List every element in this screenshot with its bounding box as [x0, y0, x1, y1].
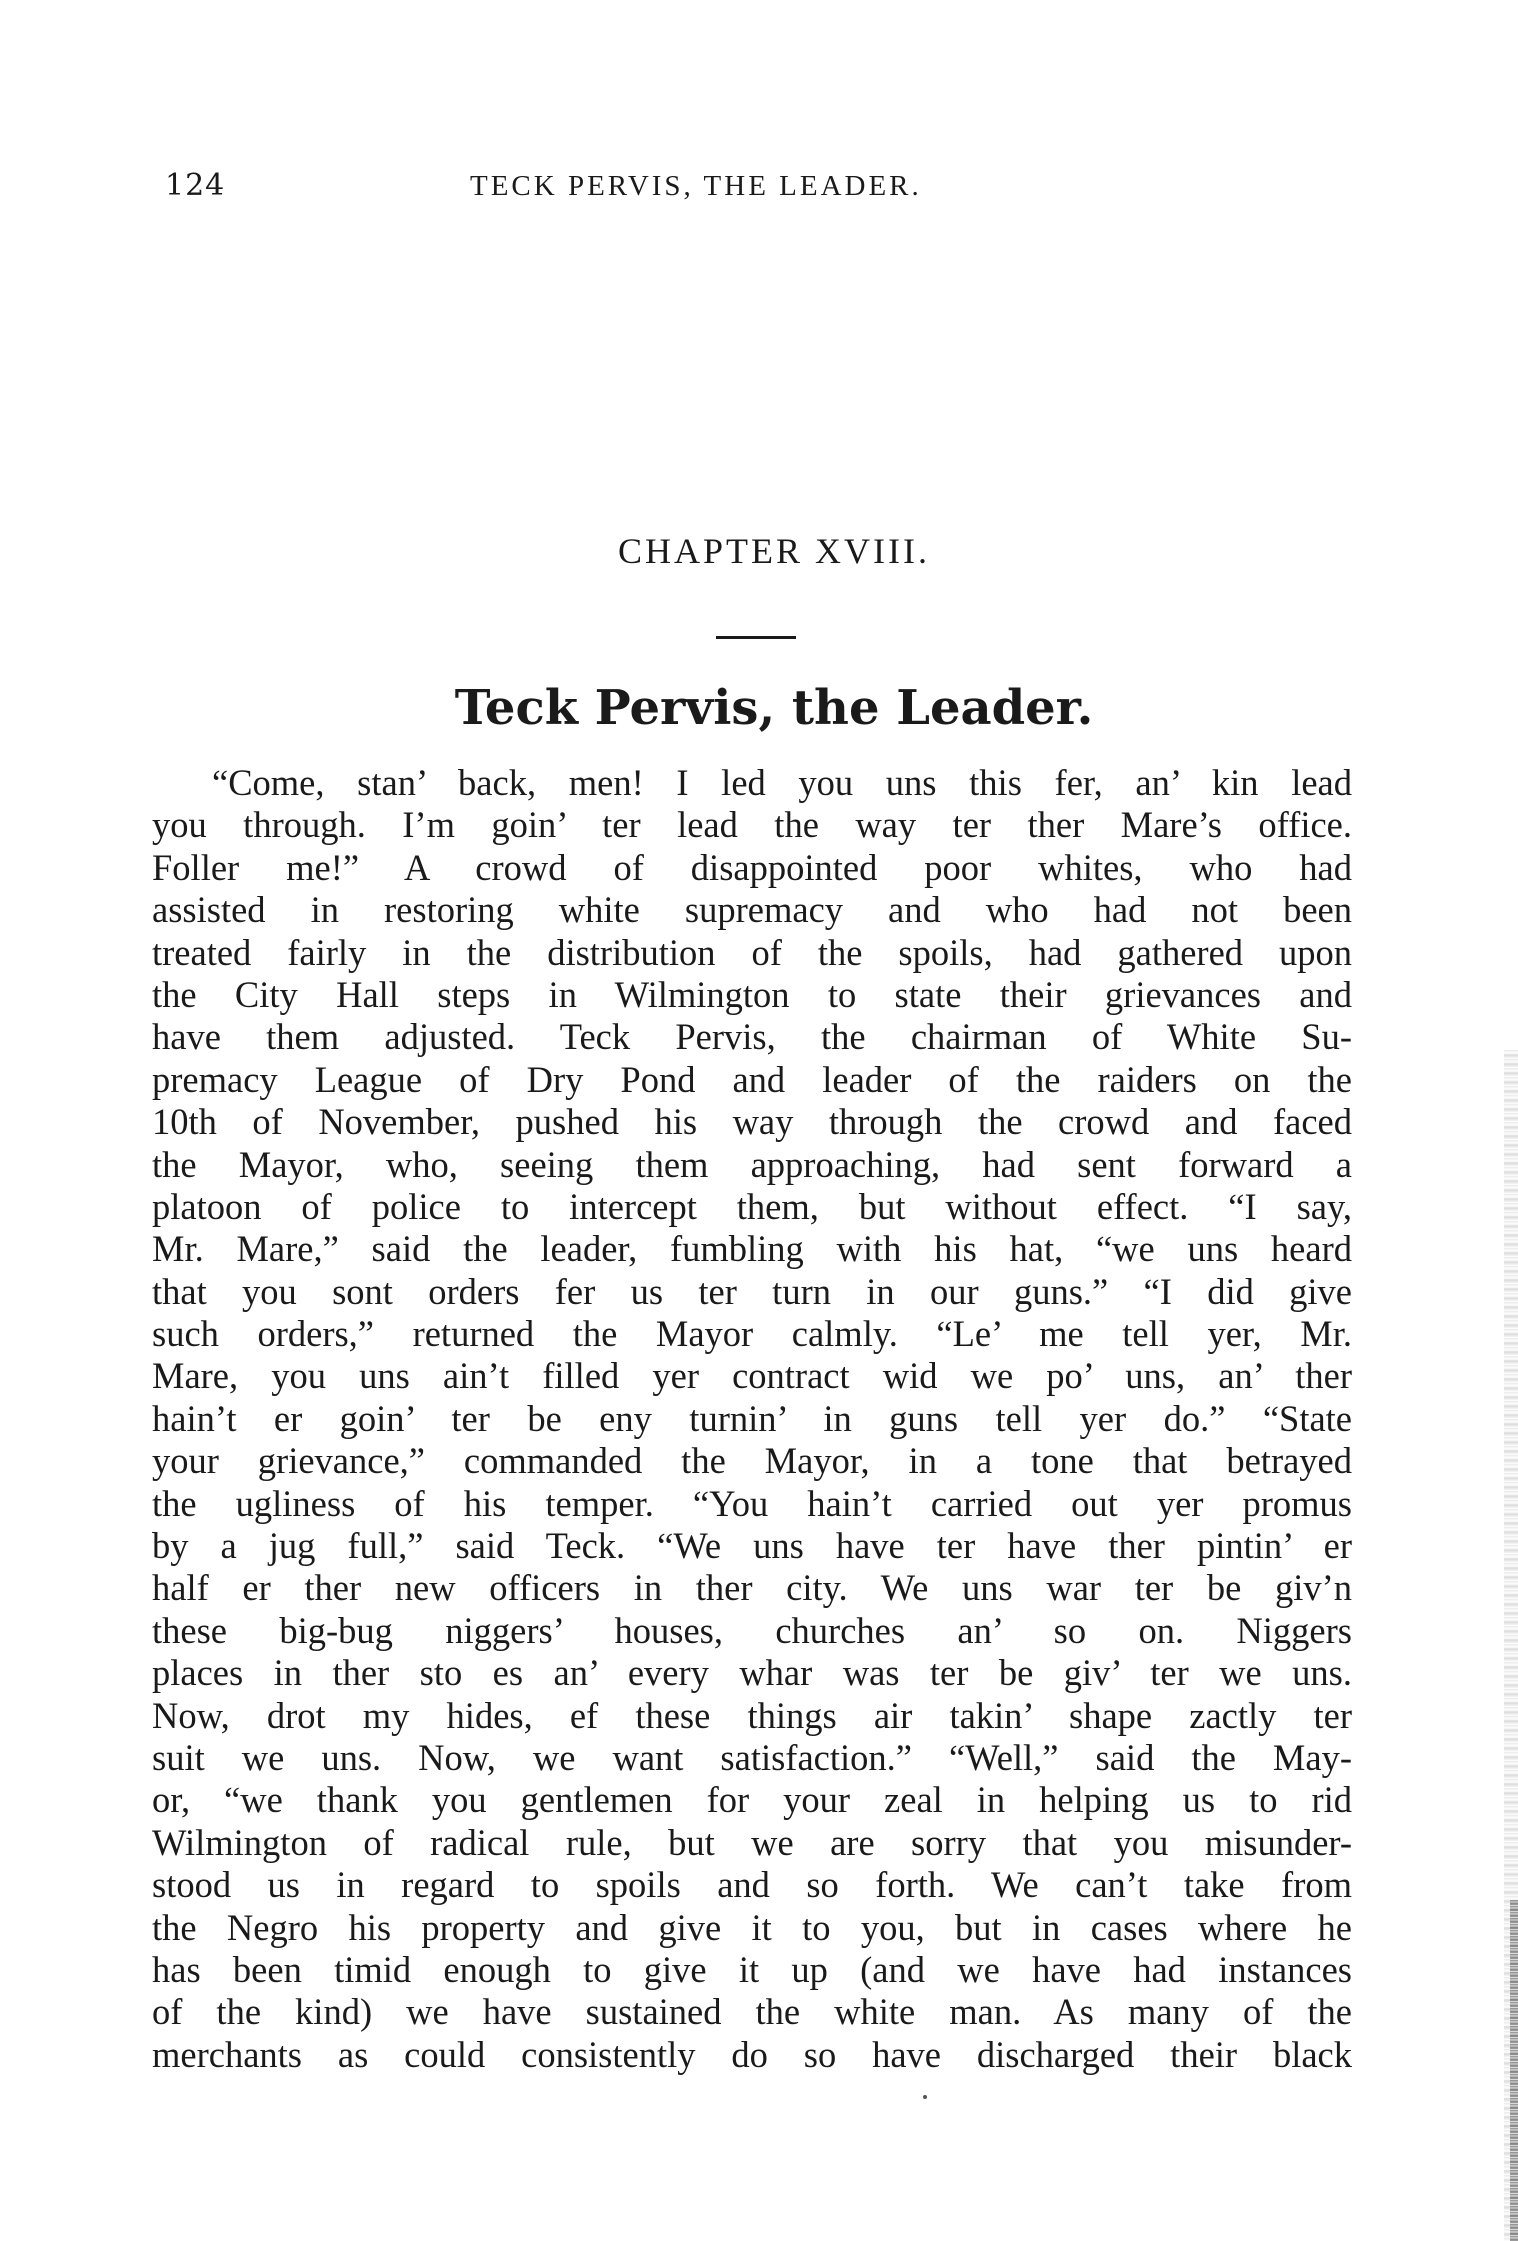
body-line: or, “we thank you gentlemen for your zeal in helping us to rid — [152, 1779, 1352, 1821]
page-edge-scan-artifact-dark — [1510, 1900, 1518, 2241]
body-line: has been timid enough to give it up (and we have had instances — [152, 1948, 1352, 1990]
body-line: you through. I’m goin’ ter lead the way ter ther Mare’s office. — [152, 804, 1352, 846]
body-line: Now, drot my hides, ef these things air takin’ shape zactly ter — [152, 1694, 1352, 1736]
body-line: stood us in regard to spoils and so forth. We can’t take from — [152, 1864, 1352, 1906]
running-header-title: TECK PERVIS, THE LEADER. — [470, 170, 922, 202]
body-line: premacy League of Dry Pond and leader of the raiders on the — [152, 1058, 1352, 1100]
body-line: that you sont orders fer us ter turn in our guns.” “I did give — [152, 1270, 1352, 1312]
chapter-title: Teck Pervis, the Leader. — [454, 680, 1094, 736]
stray-ink-dot — [923, 2095, 927, 2099]
body-line: Mare, you uns ain’t filled yer contract wid we po’ uns, an’ ther — [152, 1355, 1352, 1397]
body-line: the Mayor, who, seeing them approaching, had sent forward a — [152, 1143, 1352, 1185]
body-line: the Negro his property and give it to you, but in cases where he — [152, 1906, 1352, 1948]
body-line: the ugliness of his temper. “You hain’t carried out yer promus — [152, 1482, 1352, 1524]
body-line: assisted in restoring white supremacy and who had not been — [152, 889, 1352, 931]
body-line: hain’t er goin’ ter be eny turnin’ in guns tell yer do.” “State — [152, 1397, 1352, 1439]
body-line: Foller me!” A crowd of disappointed poor whites, who had — [152, 846, 1352, 888]
body-line: these big-bug niggers’ houses, churches an’ so on. Niggers — [152, 1609, 1352, 1651]
chapter-label: CHAPTER XVIII. — [618, 531, 930, 571]
page-number: 124 — [165, 168, 226, 203]
body-line: places in ther sto es an’ every whar was ter be giv’ ter we uns. — [152, 1652, 1352, 1694]
chapter-divider-rule — [716, 636, 796, 639]
body-line: Mr. Mare,” said the leader, fumbling with his hat, “we uns heard — [152, 1228, 1352, 1270]
body-line: by a jug full,” said Teck. “We uns have ter have ther pintin’ er — [152, 1525, 1352, 1567]
body-line: your grievance,” commanded the Mayor, in a tone that betrayed — [152, 1440, 1352, 1482]
body-line: such orders,” returned the Mayor calmly. “Le’ me tell yer, Mr. — [152, 1313, 1352, 1355]
body-line: half er ther new officers in ther city. We uns war ter be giv’n — [152, 1567, 1352, 1609]
body-line: have them adjusted. Teck Pervis, the chairman of White Su- — [152, 1016, 1352, 1058]
body-line: merchants as could consistently do so have discharged their black — [152, 2033, 1352, 2075]
body-line: of the kind) we have sustained the white man. As many of the — [152, 1991, 1352, 2033]
body-line: platoon of police to intercept them, but without effect. “I say, — [152, 1185, 1352, 1227]
body-line: 10th of November, pushed his way through the crowd and faced — [152, 1101, 1352, 1143]
body-line: “Come, stan’ back, men! I led you uns this fer, an’ kin lead — [212, 762, 1352, 803]
body-line: the City Hall steps in Wilmington to state their grievances and — [152, 973, 1352, 1015]
body-line: Wilmington of radical rule, but we are sorry that you misunder- — [152, 1821, 1352, 1863]
body-line: treated fairly in the distribution of the spoils, had gathered upon — [152, 931, 1352, 973]
body-text — [152, 762, 1352, 2076]
body-line: suit we uns. Now, we want satisfaction.” “Well,” said the May- — [152, 1736, 1352, 1778]
